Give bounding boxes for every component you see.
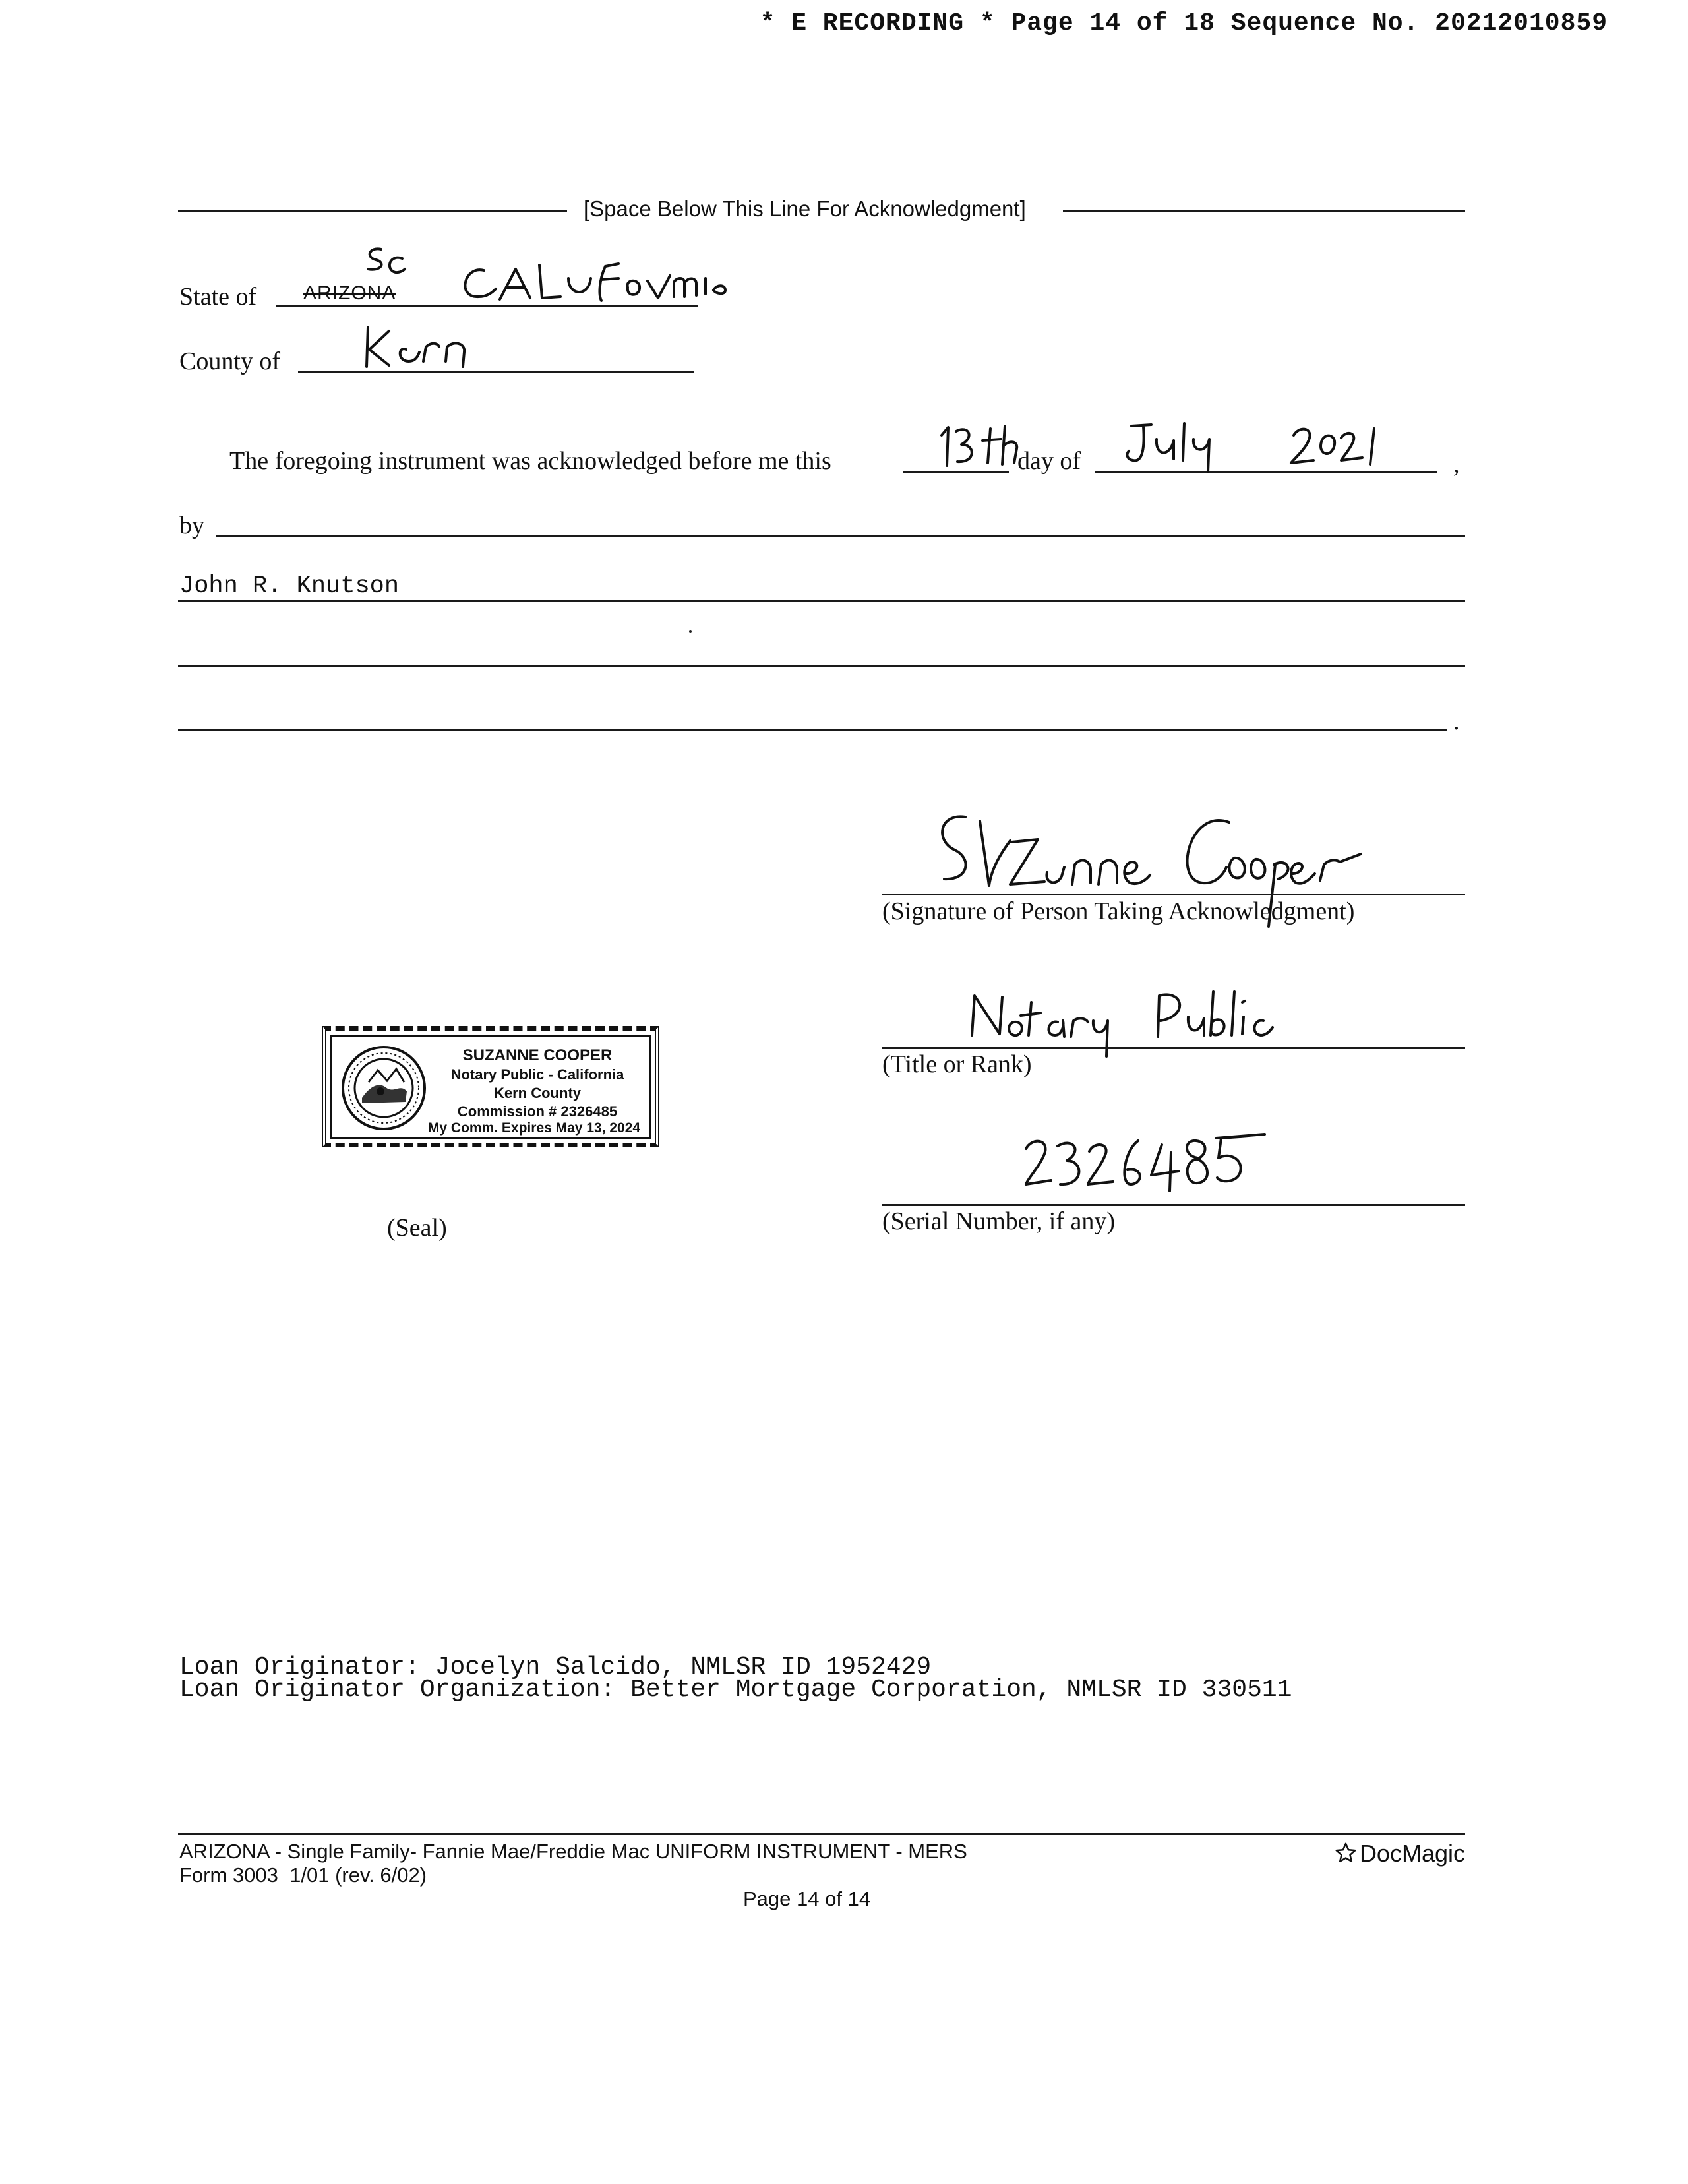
- state-label: State of: [179, 283, 257, 311]
- footer-form-number: Form 3003 1/01 (rev. 6/02): [179, 1864, 427, 1887]
- stray-dot: [689, 630, 692, 633]
- notary-seal-stamp: [322, 1026, 659, 1147]
- recording-header: * E RECORDING * Page 14 of 18 Sequence No. 20212010859: [760, 9, 1608, 38]
- day-of-label: day of: [1017, 447, 1081, 475]
- seal-caption: (Seal): [387, 1214, 447, 1242]
- separator-rule-left: [178, 210, 567, 212]
- county-handwritten: [360, 323, 479, 371]
- state-handwritten-initials: [361, 245, 407, 288]
- footer-page-label: Page 14 of 14: [743, 1887, 871, 1910]
- day-handwritten: [936, 422, 1022, 475]
- signature-caption: (Signature of Person Taking Acknowledgment): [882, 897, 1355, 925]
- seal-line-2: Notary Public - California: [450, 1066, 624, 1083]
- acknowledgment-separator-label: [Space Below This Line For Acknowledgment]: [584, 197, 1026, 221]
- docmagic-brand-name: DocMagic: [1359, 1840, 1465, 1867]
- signature-line: [882, 894, 1465, 895]
- instrument-text: The foregoing instrument was acknowledged before me this: [229, 447, 831, 475]
- line-end-period: .: [1453, 708, 1460, 735]
- star-outline-icon: [1335, 1842, 1357, 1864]
- state-seal-emblem: [340, 1044, 428, 1132]
- county-label: County of: [179, 348, 281, 375]
- seal-line-3: Kern County: [494, 1085, 581, 1101]
- state-handwritten: [452, 258, 729, 311]
- title-caption: (Title or Rank): [882, 1050, 1032, 1078]
- county-line: [298, 371, 694, 373]
- serial-line: [882, 1204, 1465, 1206]
- seal-line-4: Commission # 2326485: [457, 1103, 618, 1120]
- by-line: [216, 535, 1465, 537]
- seal-line-5: My Comm. Expires May 13, 2024: [427, 1120, 641, 1136]
- serial-handwritten: [1021, 1132, 1271, 1198]
- separator-rule-right: [1063, 210, 1465, 212]
- seal-name: SUZANNE COOPER: [462, 1046, 613, 1064]
- name-line: [178, 600, 1465, 602]
- blank-line-1: [178, 665, 1465, 667]
- title-line: [882, 1047, 1465, 1049]
- trailing-comma: ,: [1453, 450, 1460, 478]
- state-struck-text: ARIZONA: [303, 282, 396, 304]
- serial-caption: (Serial Number, if any): [882, 1207, 1116, 1235]
- by-label: by: [179, 512, 204, 539]
- acknowledger-name: John R. Knutson: [179, 572, 400, 600]
- month-year-handwritten: [1121, 419, 1385, 475]
- blank-line-2: [178, 729, 1447, 731]
- loan-originator-organization: Loan Originator Organization: Better Mortgage Corporation, NMLSR ID 330511: [179, 1676, 1292, 1704]
- footer-rule: [178, 1833, 1465, 1835]
- docmagic-brand: [1335, 1840, 1465, 1867]
- loan-originator: Loan Originator: Jocelyn Salcido, NMLSR ID 1952429: [179, 1653, 932, 1682]
- footer-form-title: ARIZONA - Single Family- Fannie Mae/Freddie Mac UNIFORM INSTRUMENT - MERS: [179, 1840, 967, 1863]
